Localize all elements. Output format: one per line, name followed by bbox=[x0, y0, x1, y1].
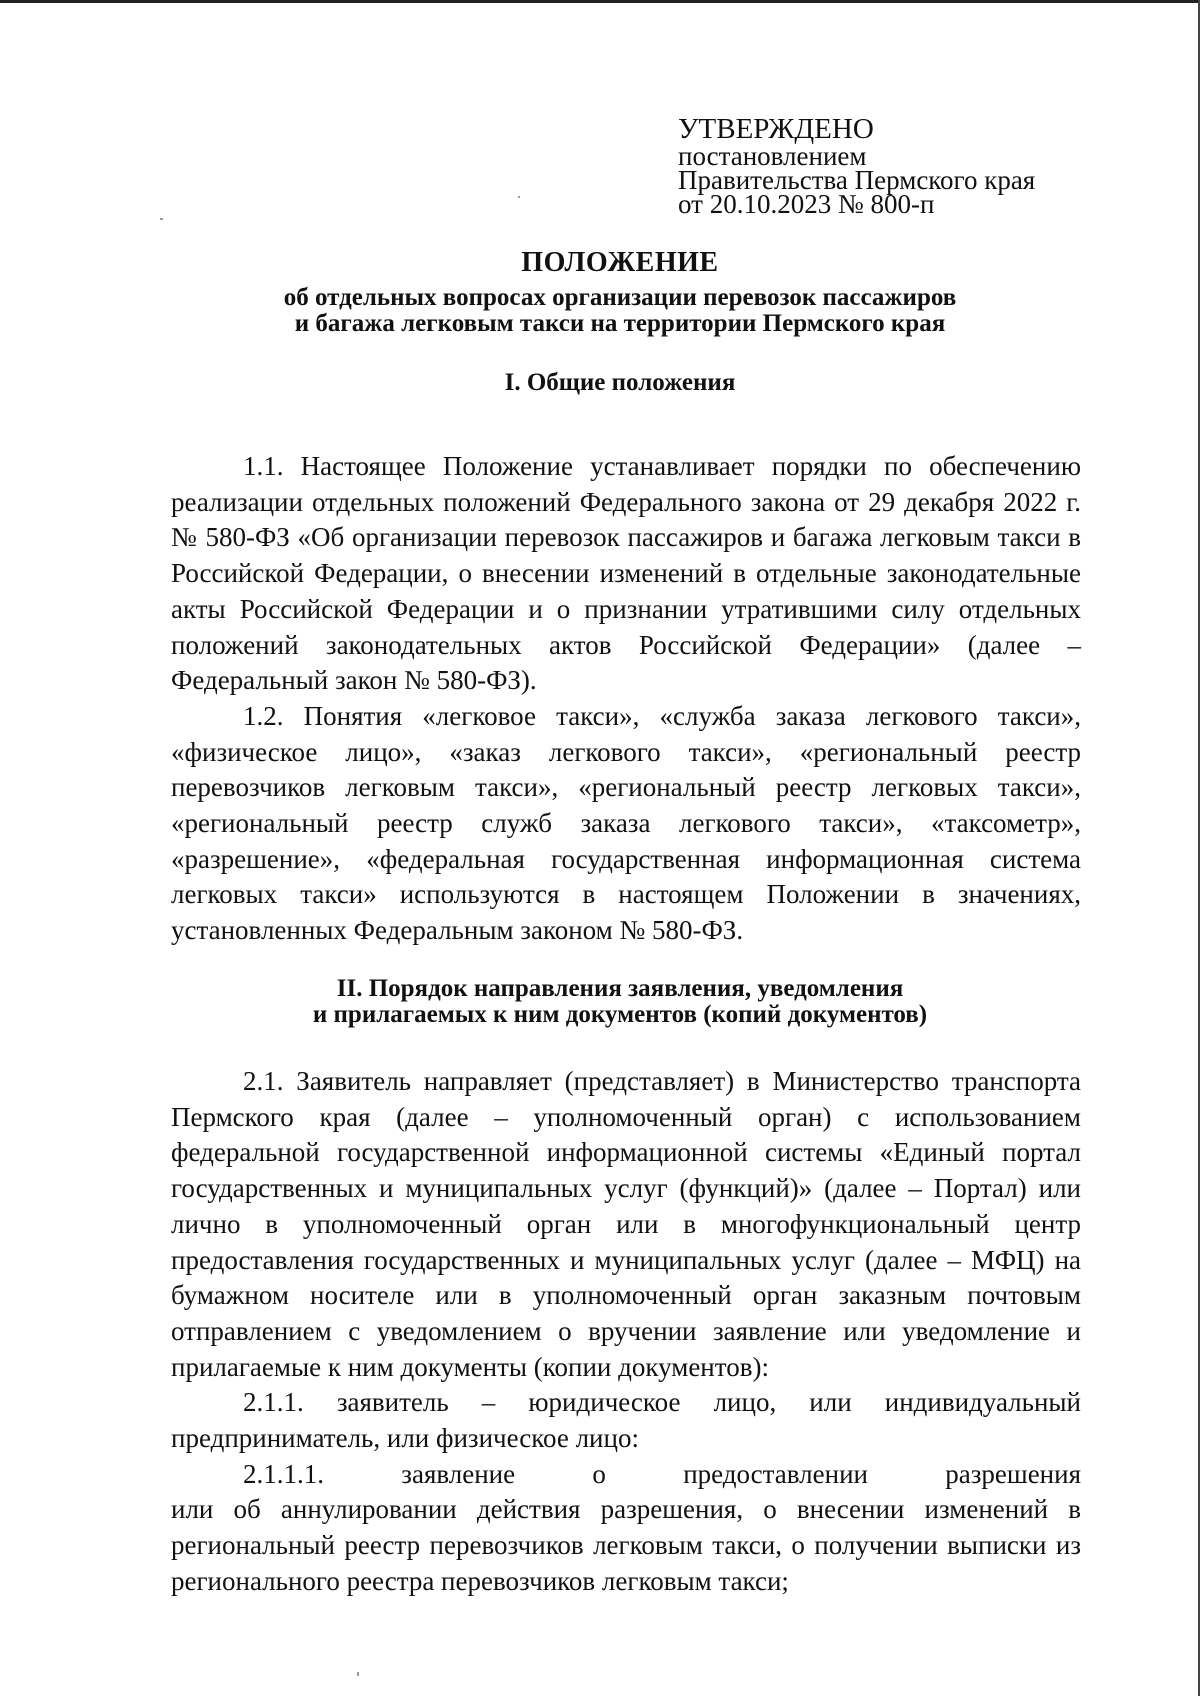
paragraph-2-1-1-1-rest: или об аннулировании действия разрешения, о внесении изменений в региональный реестр перевозчиков легковым такси, о получении выписки из регионального реестра перевозчиков легковым такси; bbox=[171, 1494, 1081, 1596]
paragraph-2-1-1: 2.1.1. заявитель – юридическое лицо, или индивидуальный предприниматель, или физическое лицо: bbox=[171, 1387, 1081, 1454]
section-2-body bbox=[171, 1064, 1081, 1600]
scan-speck bbox=[357, 1672, 359, 1676]
approval-line-2: Правительства Пермского края bbox=[678, 165, 1036, 195]
document-title: ПОЛОЖЕНИЕ bbox=[521, 247, 719, 278]
approval-line-1: постановлением bbox=[678, 141, 867, 171]
approval-title: УТВЕРЖДЕНО bbox=[678, 113, 874, 145]
approval-block bbox=[678, 113, 1036, 219]
subtitle-line-1: об отдельных вопросах организации перевозок пассажиров bbox=[283, 284, 957, 311]
paragraph-1-2: 1.2. Понятия «легковое такси», «служба заказа легкового такси», «физическое лицо», «заказ легкового такси», «региональный реестр перевозчиков легковым такси», «региональный реестр легковых такси», «региональный реестр служб заказа легкового такси», «таксометр», «разрешение», «федеральная государственная информационная система легковых такси» используются в настоящем Положении в значениях, установленных Федеральным законом № 580-ФЗ. bbox=[171, 700, 1081, 946]
subtitle-line-2: и багажа легковым такси на территории Пермского края bbox=[294, 310, 946, 337]
section-2-heading-line-2: и прилагаемых к ним документов (копий документов) bbox=[312, 1001, 928, 1028]
section-2-heading bbox=[0, 976, 1200, 1028]
paragraph-2-1: 2.1. Заявитель направляет (представляет) в Министерство транспорта Пермского края (далее – уполномоченный орган) с использованием федеральной государственной информационной системы «Единый портал государственных и муниципальных услуг (функций)» (далее – Портал) или лично в уполномоченный орган или в многофункциональный центр предоставления государственных и муниципальных услуг (далее – МФЦ) на бумажном носителе или в уполномоченный орган заказным почтовым отправлением с уведомлением о вручении заявление или уведомление и прилагаемые к ним документы (копии документов): bbox=[171, 1066, 1081, 1382]
scan-speck bbox=[160, 218, 163, 220]
paragraph-1-1: 1.1. Настоящее Положение устанавливает порядки по обеспечению реализации отдельных положений Федерального закона от 29 декабря 2022 г. № 580-ФЗ «Об организации перевозок пассажиров и багажа легковым такси в Российской Федерации, о внесении изменений в отдельные законодательные акты Российской Федерации и о признании утратившими силу отдельных положений законодательных актов Российской Федерации» (далее – Федеральный закон № 580-ФЗ). bbox=[171, 451, 1081, 696]
section-2-heading-line-1: II. Порядок направления заявления, уведомления bbox=[336, 975, 904, 1002]
scan-speck bbox=[518, 196, 520, 198]
scan-top-edge bbox=[0, 0, 1200, 3]
approval-line-3: от 20.10.2023 № 800-п bbox=[678, 189, 935, 219]
paragraph-2-1-1-1-first-line: 2.1.1.1. заявление о предоставлении разрешения bbox=[243, 1458, 1081, 1489]
section-1-body bbox=[171, 449, 1081, 949]
section-1-heading: I. Общие положения bbox=[504, 369, 736, 396]
document-subtitle bbox=[0, 285, 1200, 337]
